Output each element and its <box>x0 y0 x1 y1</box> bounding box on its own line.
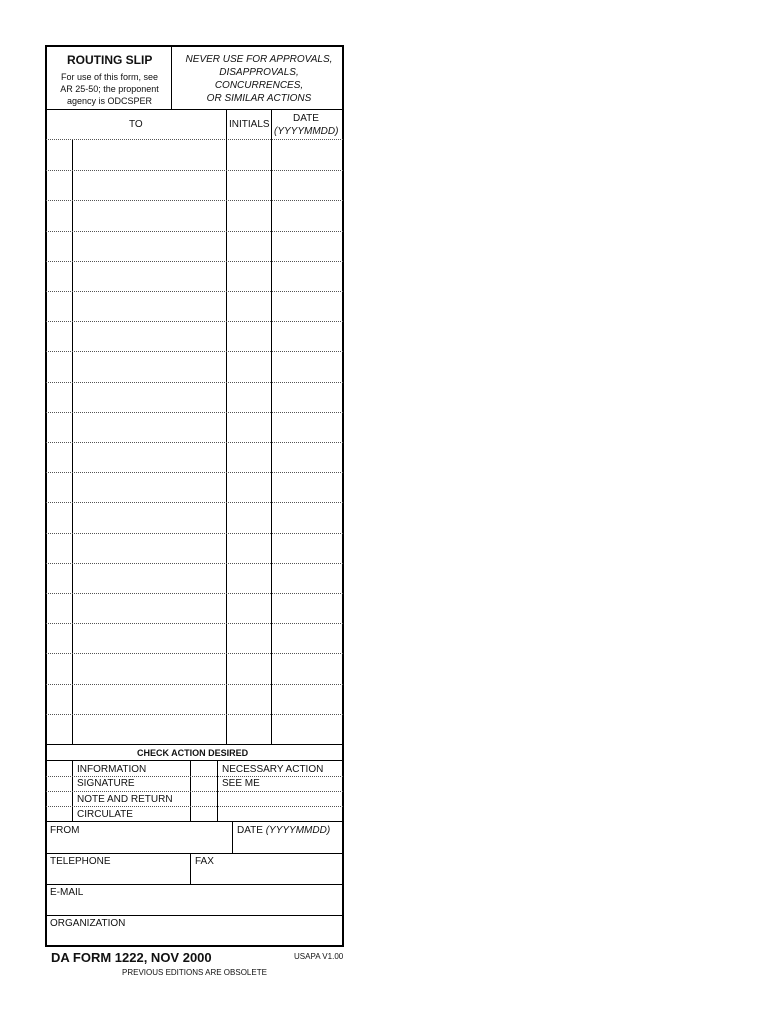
routing-initials-field[interactable] <box>228 503 270 531</box>
routing-to-field[interactable] <box>74 443 225 471</box>
checkbox-blank-right-3[interactable] <box>192 792 216 806</box>
usage-note <box>52 71 167 107</box>
routing-date-field[interactable] <box>273 594 342 622</box>
action-section-bottom-line <box>46 821 343 822</box>
warning-line-2: DISAPPROVALS, <box>219 67 299 78</box>
checkbox-information[interactable] <box>47 761 71 775</box>
routing-initials-column-line <box>226 110 227 744</box>
organization-label: ORGANIZATION <box>50 918 126 929</box>
routing-date-field[interactable] <box>273 654 342 682</box>
routing-to-field[interactable] <box>74 594 225 622</box>
routing-to-field[interactable] <box>74 413 225 441</box>
usage-line-1: For use of this form, see <box>60 72 159 82</box>
fax-label: FAX <box>195 856 214 867</box>
action-label-note-and-return: NOTE AND RETURN <box>77 794 173 805</box>
routing-to-field[interactable] <box>74 262 225 290</box>
routing-to-field[interactable] <box>74 292 225 320</box>
routing-to-field[interactable] <box>74 352 225 380</box>
routing-row-number-cell[interactable] <box>47 171 71 199</box>
routing-initials-field[interactable] <box>228 352 270 380</box>
routing-initials-field[interactable] <box>228 443 270 471</box>
routing-initials-field[interactable] <box>228 171 270 199</box>
routing-to-field[interactable] <box>74 232 225 260</box>
routing-date-field[interactable] <box>273 685 342 713</box>
routing-date-field[interactable] <box>273 262 342 290</box>
routing-to-field[interactable] <box>74 654 225 682</box>
from-field[interactable] <box>47 838 231 852</box>
routing-to-field[interactable] <box>74 624 225 652</box>
routing-to-field[interactable] <box>74 171 225 199</box>
routing-initials-field[interactable] <box>228 141 270 169</box>
from-date-label-text: DATE <box>237 825 263 836</box>
routing-to-field[interactable] <box>74 141 225 169</box>
column-header-date: DATE <box>293 113 319 124</box>
from-date-label <box>237 825 330 836</box>
routing-row-number-cell[interactable] <box>47 201 71 229</box>
checkbox-see-me[interactable] <box>192 777 216 791</box>
routing-date-column-line <box>271 110 272 744</box>
routing-date-field[interactable] <box>273 171 342 199</box>
checkbox-circulate[interactable] <box>47 807 71 821</box>
routing-row-number-cell[interactable] <box>47 262 71 290</box>
organization-field[interactable] <box>47 930 342 945</box>
checkbox-note-and-return[interactable] <box>47 792 71 806</box>
action-label-signature: SIGNATURE <box>77 778 135 789</box>
routing-to-field[interactable] <box>74 564 225 592</box>
routing-row-number-cell[interactable] <box>47 624 71 652</box>
routing-date-field[interactable] <box>273 232 342 260</box>
routing-date-field[interactable] <box>273 534 342 562</box>
routing-initials-field[interactable] <box>228 383 270 411</box>
header-divider <box>171 46 172 110</box>
routing-row-number-cell[interactable] <box>47 654 71 682</box>
action-label-information: INFORMATION <box>77 764 147 775</box>
email-label: E-MAIL <box>50 887 84 898</box>
routing-row-number-cell[interactable] <box>47 383 71 411</box>
email-bottom-line <box>46 915 343 916</box>
routing-row-number-cell[interactable] <box>47 564 71 592</box>
telephone-field[interactable] <box>47 868 189 883</box>
routing-to-field[interactable] <box>74 685 225 713</box>
from-bottom-line <box>46 853 343 854</box>
routing-row-number-cell[interactable] <box>47 352 71 380</box>
routing-date-field[interactable] <box>273 473 342 501</box>
usage-line-2: AR 25-50; the proponent <box>60 84 159 94</box>
routing-date-field[interactable] <box>273 413 342 441</box>
routing-initials-field[interactable] <box>228 413 270 441</box>
previous-editions-note: PREVIOUS EDITIONS ARE OBSOLETE <box>122 968 267 977</box>
routing-initials-field[interactable] <box>228 322 270 350</box>
routing-date-field[interactable] <box>273 292 342 320</box>
check-action-heading: CHECK ACTION DESIRED <box>137 748 249 758</box>
action-section-top-line <box>46 744 343 745</box>
routing-initials-field[interactable] <box>228 262 270 290</box>
action-label-see-me: SEE ME <box>222 778 260 789</box>
routing-initials-field[interactable] <box>228 654 270 682</box>
column-header-date-format: (YYYYMMDD) <box>274 126 339 137</box>
routing-to-field[interactable] <box>74 503 225 531</box>
routing-row-number-cell[interactable] <box>47 292 71 320</box>
warning-line-1: NEVER USE FOR APPROVALS, <box>185 54 333 65</box>
routing-initials-field[interactable] <box>228 534 270 562</box>
routing-row-number-cell[interactable] <box>47 715 71 743</box>
warning-line-3: CONCURRENCES, <box>214 80 304 91</box>
routing-date-field[interactable] <box>273 141 342 169</box>
action-label-necessary-action: NECESSARY ACTION <box>222 764 324 775</box>
routing-row-number-cell[interactable] <box>47 594 71 622</box>
form-title: ROUTING SLIP <box>67 53 153 67</box>
routing-row-number-cell[interactable] <box>47 473 71 501</box>
routing-initials-field[interactable] <box>228 473 270 501</box>
fax-field[interactable] <box>192 868 342 883</box>
version-label: USAPA V1.00 <box>294 952 344 961</box>
routing-row-number-cell[interactable] <box>47 413 71 441</box>
routing-row-number-cell[interactable] <box>47 232 71 260</box>
routing-to-field[interactable] <box>74 534 225 562</box>
routing-to-field[interactable] <box>74 383 225 411</box>
routing-initials-field[interactable] <box>228 232 270 260</box>
routing-date-field[interactable] <box>273 352 342 380</box>
routing-to-field[interactable] <box>74 322 225 350</box>
routing-to-field[interactable] <box>74 201 225 229</box>
header-bottom-line <box>46 109 343 110</box>
routing-initials-field[interactable] <box>228 564 270 592</box>
routing-row-number-cell[interactable] <box>47 685 71 713</box>
routing-date-field[interactable] <box>273 201 342 229</box>
routing-to-field[interactable] <box>74 715 225 743</box>
routing-date-field[interactable] <box>273 503 342 531</box>
warning-note <box>176 53 342 105</box>
routing-date-field[interactable] <box>273 383 342 411</box>
checkbox-blank-right-4[interactable] <box>192 807 216 821</box>
routing-initials-field[interactable] <box>228 201 270 229</box>
routing-row-number-cell[interactable] <box>47 322 71 350</box>
column-header-bottom-line <box>46 139 343 140</box>
routing-to-field[interactable] <box>74 473 225 501</box>
column-header-to: TO <box>129 119 143 130</box>
routing-date-field[interactable] <box>273 443 342 471</box>
telephone-bottom-line <box>46 884 343 885</box>
usage-line-3: agency is ODCSPER <box>66 96 153 106</box>
routing-date-field[interactable] <box>273 624 342 652</box>
routing-initials-field[interactable] <box>228 594 270 622</box>
checkbox-signature[interactable] <box>47 777 71 791</box>
column-header-initials: INITIALS <box>229 119 270 130</box>
routing-date-field[interactable] <box>273 715 342 743</box>
from-date-format: (YYYYMMDD) <box>265 825 331 836</box>
from-label: FROM <box>50 825 80 836</box>
action-label-circulate: CIRCULATE <box>77 809 133 820</box>
routing-initials-field[interactable] <box>228 715 270 743</box>
routing-date-field[interactable] <box>273 564 342 592</box>
checkbox-necessary-action[interactable] <box>192 761 216 775</box>
from-date-field[interactable] <box>234 838 342 852</box>
form-number: DA FORM 1222, NOV 2000 <box>51 950 212 965</box>
telephone-label: TELEPHONE <box>50 856 111 867</box>
routing-row-number-cell[interactable] <box>47 503 71 531</box>
telephone-fax-divider <box>190 853 191 884</box>
routing-initials-field[interactable] <box>228 685 270 713</box>
routing-initials-field[interactable] <box>228 292 270 320</box>
routing-date-field[interactable] <box>273 322 342 350</box>
email-field[interactable] <box>47 899 342 914</box>
from-date-divider <box>232 821 233 853</box>
routing-row-number-cell[interactable] <box>47 443 71 471</box>
routing-row-number-cell[interactable] <box>47 534 71 562</box>
routing-initials-field[interactable] <box>228 624 270 652</box>
routing-row-number-cell[interactable] <box>47 141 71 169</box>
warning-line-4: OR SIMILAR ACTIONS <box>206 93 312 104</box>
